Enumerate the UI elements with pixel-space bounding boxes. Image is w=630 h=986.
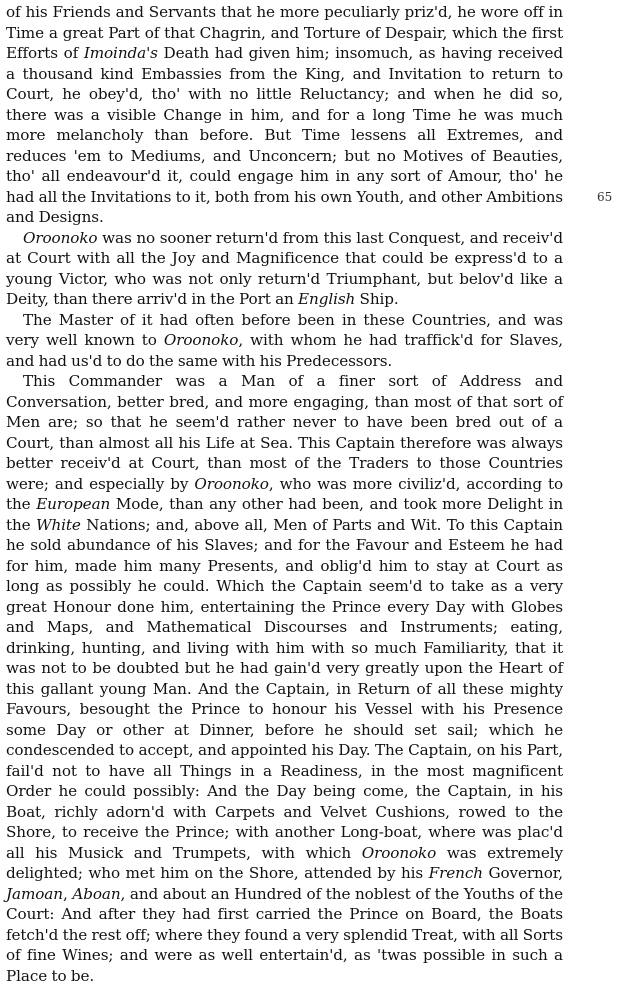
- text-run: was extremely delighted; who met him on the Shore, attended by his: [6, 843, 563, 882]
- page-body: [6, 2, 563, 986]
- paragraph-2: [6, 228, 563, 310]
- italic-text: Oroonoko: [194, 474, 269, 493]
- page-number: 65: [597, 190, 613, 204]
- italic-text: White: [35, 515, 81, 534]
- italic-text: Jamoan: [6, 884, 63, 903]
- italic-text: European: [36, 495, 111, 513]
- text-run: Death had given him; insomuch, as having received a thousand kind Embassies from the King, and Invitation to return to Court, he obey'd, tho' with no little Reluctancy; and when he did so, there was a visible Change in him, and for a long Time he was much more melancholy than before. But Time lessens all Extremes, and reduces 'em to Mediums, and Unconcern; but no Motives of Beauties, tho' all endeavour'd it, could engage him in any sort of Amour, tho' he had all the Invitations to it, both from his own Youth, and other Ambitions and Designs.: [6, 44, 564, 226]
- paragraph-4: [6, 371, 563, 986]
- text-run: The Master of it had often before been in these Countries, and was very well known to: [6, 310, 563, 349]
- text-run: This Commander was a Man of a finer sort of Address and Conversation, better bred, and more engaging, than most of that sort of Men are; so that he seem'd rather never to have been bred out of a Court, than almost all his Life at Sea. This Captain therefore was always better receiv'd at Court, than most of the Traders to those Countries were; and especially by: [6, 372, 563, 493]
- paragraph-1: [6, 2, 563, 228]
- text-run: , with whom he had traffick'd for Slaves, and had us'd to do the same with his Predecessors.: [6, 331, 564, 370]
- italic-text: Aboan: [72, 884, 121, 903]
- text-run: was no sooner return'd from this last Conquest, and receiv'd at Court with all the Joy and Magnificence that could be express'd to a young Victor, who was not only return'd Triumphant, but belov'd like a Deity, than there arriv'd in the Port an: [6, 228, 563, 308]
- paragraph-3: [6, 310, 563, 372]
- italic-text: Oroonoko: [23, 228, 98, 247]
- italic-text: English: [298, 290, 356, 308]
- text-run: Ship.: [355, 290, 399, 308]
- italic-text: Oroonoko: [163, 331, 239, 349]
- italic-text: Oroonoko: [361, 843, 437, 862]
- text-run: Mode, than any other had been, and took more Delight in the: [6, 495, 563, 534]
- text-run: ,: [62, 884, 73, 903]
- text-run: Governor,: [482, 864, 563, 882]
- text-run: , and about an Hundred of the noblest of the Youths of the Court: And after they had first carried the Prince on Board, the Boats fetch'd the rest off; where they found a very splendid Treat, with all Sorts of fine Wines; and were as well entertain'd, as 'twas possible in such a Place to be.: [6, 884, 563, 985]
- text-run: Nations; and, above all, Men of Parts and Wit. To this Captain he sold abundance of his Slaves; and for the Favour and Esteem he had for him, made him many Presents, and oblig'd him to stay at Court as long as possibly he could. Which the Captain seem'd to take as a very great Honour done him, entertaining the Prince every Day with Globes and Maps, and Mathematical Discourses and Instruments; eating, drinking, hunting, and living with him with so much Familiarity, that it was not to be doubted but he had gain'd very greatly upon the Heart of this gallant young Man. And the Captain, in Return of all these mighty Favours, besought the Prince to honour his Vessel with his Presence some Day or other at Dinner, before he should set sail; which he condescended to accept, and appointed his Day. The Captain, on his Part, fail'd not to have all Things in a Readiness, in the most magnificent Order he could possibly: And the Day being come, the Captain, in his Boat, richly adorn'd with Carpets and Velvet Cushions, rowed to the Shore, to receive the Prince; with another Long-boat, where was plac'd all his Musick and Trumpets, with which: [6, 515, 563, 862]
- text-run: of his Friends and Servants that he more peculiarly priz'd, he wore off in Time a great Part of that Chagrin, and Torture of Despair, which the first Efforts of: [6, 3, 563, 62]
- italic-text: Imoinda's: [83, 44, 158, 62]
- italic-text: French: [428, 864, 483, 882]
- text-run: , who was more civiliz'd, according to the: [6, 474, 564, 513]
